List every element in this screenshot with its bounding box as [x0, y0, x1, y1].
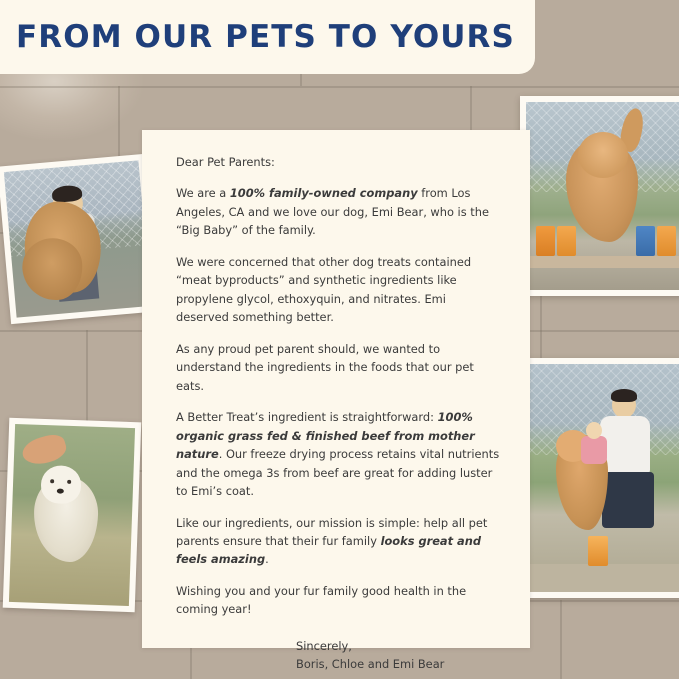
- header-banner: [0, 0, 535, 74]
- letter-signature-block: [296, 637, 502, 674]
- stone-crack: [560, 600, 562, 679]
- page-title: FROM OUR PETS TO YOURS: [16, 19, 515, 55]
- photo-image: [526, 364, 679, 592]
- photo-white-dog: [3, 418, 142, 612]
- hand: [20, 431, 69, 468]
- letter-paragraph-4: A Better Treat’s ingredient is straightforward: 100% organic grass fed & finished beef from mother nature. Our freeze drying process retains vital nutrients and the omega 3s from beef are great for adding luster to Emi’s coat.: [176, 410, 500, 499]
- treat-bag: [557, 226, 576, 256]
- treat-bag: [636, 226, 655, 256]
- letter-signoff: Sincerely,: [296, 638, 352, 653]
- letter-card: [142, 130, 530, 672]
- child-head: [586, 422, 602, 439]
- letter-paragraph-2: We were concerned that other dog treats contained “meat byproducts” and synthetic ingredients like propylene glycol, ethoxyquin, and nitrates. Emi deserved something better.: [176, 254, 472, 325]
- letter-paragraph-1: We are a 100% family-owned company from Los Angeles, CA and we love our dog, Emi Bear, who is the “Big Baby” of the family.: [176, 186, 489, 238]
- treat-bag: [588, 536, 608, 566]
- treat-bag: [657, 226, 676, 256]
- letter-paragraph-3: As any proud pet parent should, we wanted to understand the ingredients in the foods that our pet eats.: [176, 341, 474, 393]
- letter-salutation: Dear Pet Parents:: [176, 155, 275, 169]
- person-legs: [602, 472, 654, 528]
- photo-dog-with-treats: [520, 96, 679, 296]
- photo-man-holding-dog: [0, 154, 158, 324]
- letter-paragraph-6: Wishing you and your fur family good health in the coming year!: [176, 583, 467, 617]
- dog-head: [40, 465, 81, 504]
- photo-image: [4, 160, 151, 317]
- photo-image: [526, 102, 679, 290]
- ground: [526, 564, 679, 592]
- dog-head: [578, 132, 628, 178]
- photo-image: [9, 424, 135, 606]
- child-body: [581, 436, 607, 464]
- letter-body: [142, 130, 530, 674]
- treat-bag: [536, 226, 555, 256]
- photo-family: [520, 358, 679, 598]
- table-surface: [526, 256, 679, 268]
- stone-crack: [0, 86, 679, 88]
- person-hair: [611, 389, 637, 402]
- letter-signature-names: Boris, Chloe and Emi Bear: [296, 657, 445, 672]
- letter-paragraph-5: Like our ingredients, our mission is simple: help all pet parents ensure that their fur family looks great and feels amazing.: [176, 515, 488, 567]
